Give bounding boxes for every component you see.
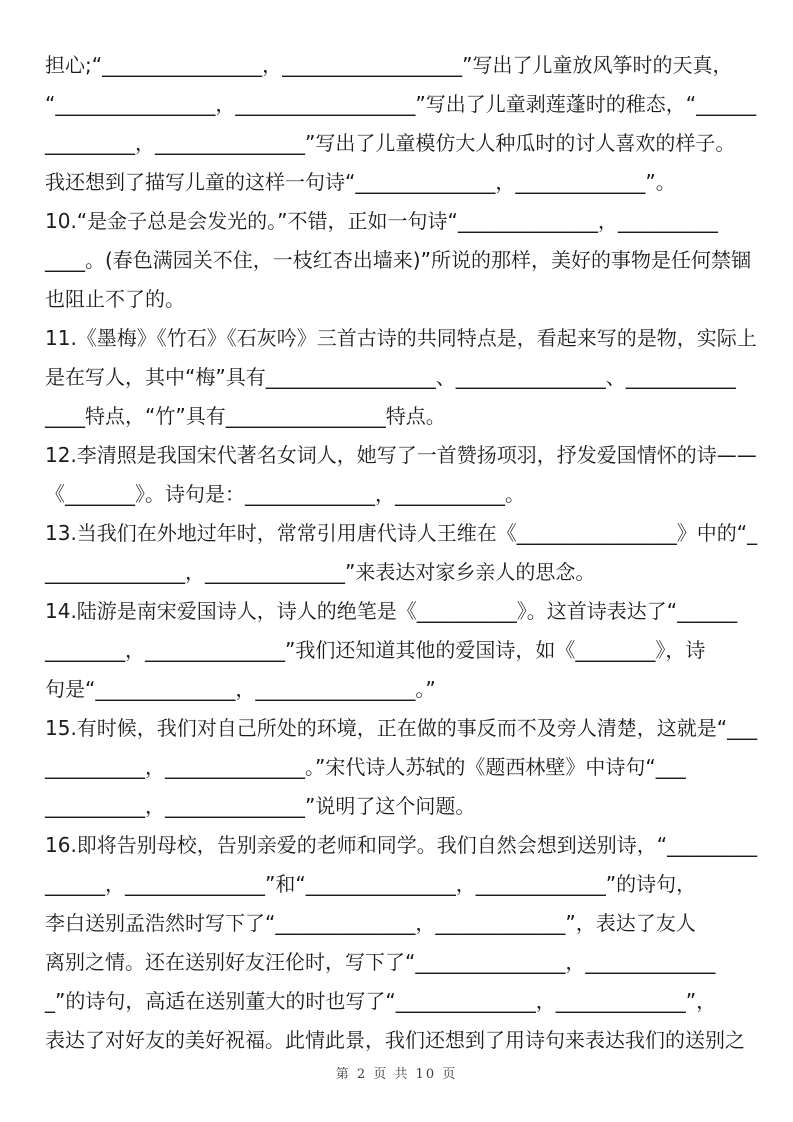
question-12-line-1: 12.李清照是我国宋代著名女词人，她写了一首赞扬项羽，抒发爱国情怀的诗—— [45, 443, 757, 467]
question-11-line-3: ____特点，“竹”具有________________特点。 [45, 404, 446, 428]
question-16-line-2: ______，______________”和“_______________，_____________”的诗句， [45, 872, 697, 896]
question-14-line-3: 句是“______________，________________。” [45, 677, 436, 701]
question-16-line-4: 离别之情。还在送别好友汪伦时，写下了“_______________，_____________ [45, 950, 716, 974]
question-15-line-1: 15.有时候，我们对自己所处的环境，正在做的事反而不及旁人清楚，这就是“___ [45, 716, 758, 740]
question-11-line-2: 是在写人，其中“梅”具有_________________、_______________、___________ [45, 365, 736, 389]
page-footer: 第 2 页 共 10 页 [335, 1067, 458, 1082]
worksheet-body [45, 46, 758, 1060]
question-9-continuation-line-1: 担心;“________________，__________________”写出了儿童放风筝时的天真， [45, 53, 733, 77]
question-16-line-6: 表达了对好友的美好祝福。此情此景，我们还想到了用诗句来表达我们的送别之 [45, 1028, 745, 1052]
question-10-line-1: 10.“是金子总是会发光的。”不错，正如一句诗“______________，__________ [45, 209, 718, 233]
question-11-line-1: 11.《墨梅》《竹石》《石灰吟》三首古诗的共同特点是，看起来写的是物，实际上 [45, 326, 757, 350]
question-14-line-2: ________，______________”我们还知道其他的爱国诗，如《________》，诗 [45, 638, 706, 662]
question-10-line-2: ____。(春色满园关不住，一枝红杏出墙来)”所说的那样，美好的事物是任何禁锢 [45, 248, 751, 272]
question-16-line-1: 16.即将告别母校，告别亲爱的老师和同学。我们自然会想到送别诗，“_________ [45, 833, 758, 857]
question-9-continuation-line-3: _________，_______________”写出了儿童模仿大人种瓜时的讨人喜欢的样子。 [45, 131, 736, 155]
question-14-line-1: 14.陆游是南宋爱国诗人，诗人的绝笔是《__________》。这首诗表达了“______ [45, 599, 738, 623]
question-9-continuation-line-2: “________________，__________________”写出了儿童剥莲蓬时的稚态，“______ [45, 92, 757, 116]
question-12-line-2: 《_______》。诗句是：_____________，___________。 [45, 482, 525, 506]
question-13-line-2: ______________，______________”来表达对家乡亲人的思念。 [45, 560, 596, 584]
question-16-line-3: 李白送别孟浩然时写下了“______________，_____________”，表达了友人 [45, 911, 696, 935]
question-9-continuation-line-4: 我还想到了描写儿童的这样一句诗“______________，_____________”。 [45, 170, 676, 194]
question-16-line-5: _”的诗句，高适在送别董大的时也写了“______________，_____________”， [45, 989, 717, 1013]
question-10-line-3: 也阻止不了的。 [45, 287, 185, 311]
question-15-line-2: __________，______________。”宋代诗人苏轼的《题西林壁》中诗句“___ [45, 755, 686, 779]
question-13-line-1: 13.当我们在外地过年时，常常引用唐代诗人王维在《________________》中的“_ [45, 521, 758, 545]
question-15-line-3: __________，______________”说明了这个问题。 [45, 794, 476, 818]
